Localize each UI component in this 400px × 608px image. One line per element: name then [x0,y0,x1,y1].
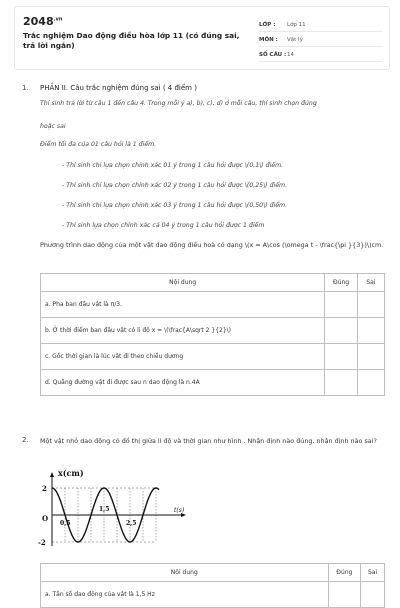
false-answer-cell[interactable] [361,582,385,608]
y-axis-arrow [50,472,54,477]
false-answer-cell[interactable] [357,344,384,370]
graph-ylabel: x(cm) [58,468,84,478]
instruction-line: Điểm tối đa của 01 câu hỏi là 1 điểm. [40,141,157,148]
true-answer-cell[interactable] [325,370,358,396]
meta-row-subject [259,34,383,47]
meta-value: 14 [287,52,294,58]
table-header-row [41,564,385,582]
logo-text: 2048 [23,15,54,28]
quiz-meta [259,19,383,64]
instruction-line: hoặc sai [40,123,66,130]
graph-xlabel: t(s) [174,507,185,514]
true-answer-cell[interactable] [328,582,361,608]
true-answer-cell[interactable] [325,318,358,344]
header-true: Đúng [325,274,358,292]
site-logo[interactable] [23,15,62,28]
statement-cell: d. Quãng đường vật đi được sau n dao động là n.4A [41,370,325,396]
meta-row-class [259,19,383,32]
header-false: Sai [361,564,385,582]
table-row [41,292,385,318]
meta-key: MÔN : [259,37,278,43]
header-content: Nội dung [41,274,325,292]
table-row [41,370,385,396]
graph-origin: O [42,514,49,523]
statement-cell: b. Ở thời điểm ban đầu vật có li độ x = \(\frac{A\sqrt 2 }{2}\) [41,318,325,344]
x-tick: 1,5 [99,506,110,513]
part-title: PHẦN II. Câu trắc nghiệm đúng sai ( 4 điểm ) [40,84,197,92]
true-answer-cell[interactable] [325,292,358,318]
instruction-line: Thí sinh trả lời từ câu 1 đến câu 4. Trong mỗi ý a), b), c), d) ở mỗi câu, thí sinh chọn đúng [40,100,317,107]
meta-row-count [259,49,383,62]
x-tick: 2,5 [126,520,137,527]
statement-cell: a. Pha ban đầu vật là π/3. [41,292,325,318]
false-answer-cell[interactable] [357,318,384,344]
y-tick-min: -2 [38,538,46,547]
scoring-rule: - Thí sinh chỉ lựa chọn chính xác 03 ý trong 1 câu hỏi được \(0,50\) điểm. [62,202,288,209]
quiz-header-card [14,6,390,70]
table-row [41,318,385,344]
question-stem: Phương trình dao động của một vật dao động điều hoà có dạng \(x = A\cos (\omega t - \frac{\pi }{3})\)cm. [40,241,384,249]
true-false-table [40,563,385,608]
statement-cell: a. Tần số dao động của vật là 1,5 Hz [41,582,329,608]
y-tick-max: 2 [42,484,47,493]
meta-key: SỐ CÂU : [259,52,287,58]
false-answer-cell[interactable] [357,292,384,318]
scoring-rule: - Thí sinh lựa chọn chính xác cả 04 ý trong 1 câu hỏi được 1 điểm [62,222,265,229]
scoring-rule: - Thí sinh chỉ lựa chọn chính xác 01 ý trong 1 câu hỏi được \(0,1\) điểm. [62,162,284,169]
displacement-time-graph [38,466,188,550]
header-true: Đúng [328,564,361,582]
header-content: Nội dung [41,564,329,582]
logo-tld: .vn [53,16,63,23]
question-number: 2. [22,436,29,444]
scoring-rule: - Thí sinh chỉ lựa chọn chính xác 02 ý trong 1 câu hỏi được \(0,25\) điểm. [62,182,288,189]
meta-value: Vật lý [287,37,303,43]
question-number: 1. [22,84,29,92]
false-answer-cell[interactable] [357,370,384,396]
statement-cell: c. Gốc thời gian là lúc vật đi theo chiều dương [41,344,325,370]
header-false: Sai [357,274,384,292]
table-row [41,344,385,370]
meta-key: LỚP : [259,22,276,28]
table-row [41,582,385,608]
table-header-row [41,274,385,292]
meta-value: Lớp 11 [287,22,306,28]
question-stem: Một vật nhỏ dao động có đồ thị giữa li độ và thời gian như hình . Nhận định nào đúng, nhận định nào sai? [40,437,377,445]
x-tick: 0,5 [60,520,71,527]
true-answer-cell[interactable] [325,344,358,370]
true-false-table [40,273,385,396]
quiz-title: Trắc nghiệm Dao động điều hòa lớp 11 (có đúng sai, trả lời ngắn) [23,31,240,50]
